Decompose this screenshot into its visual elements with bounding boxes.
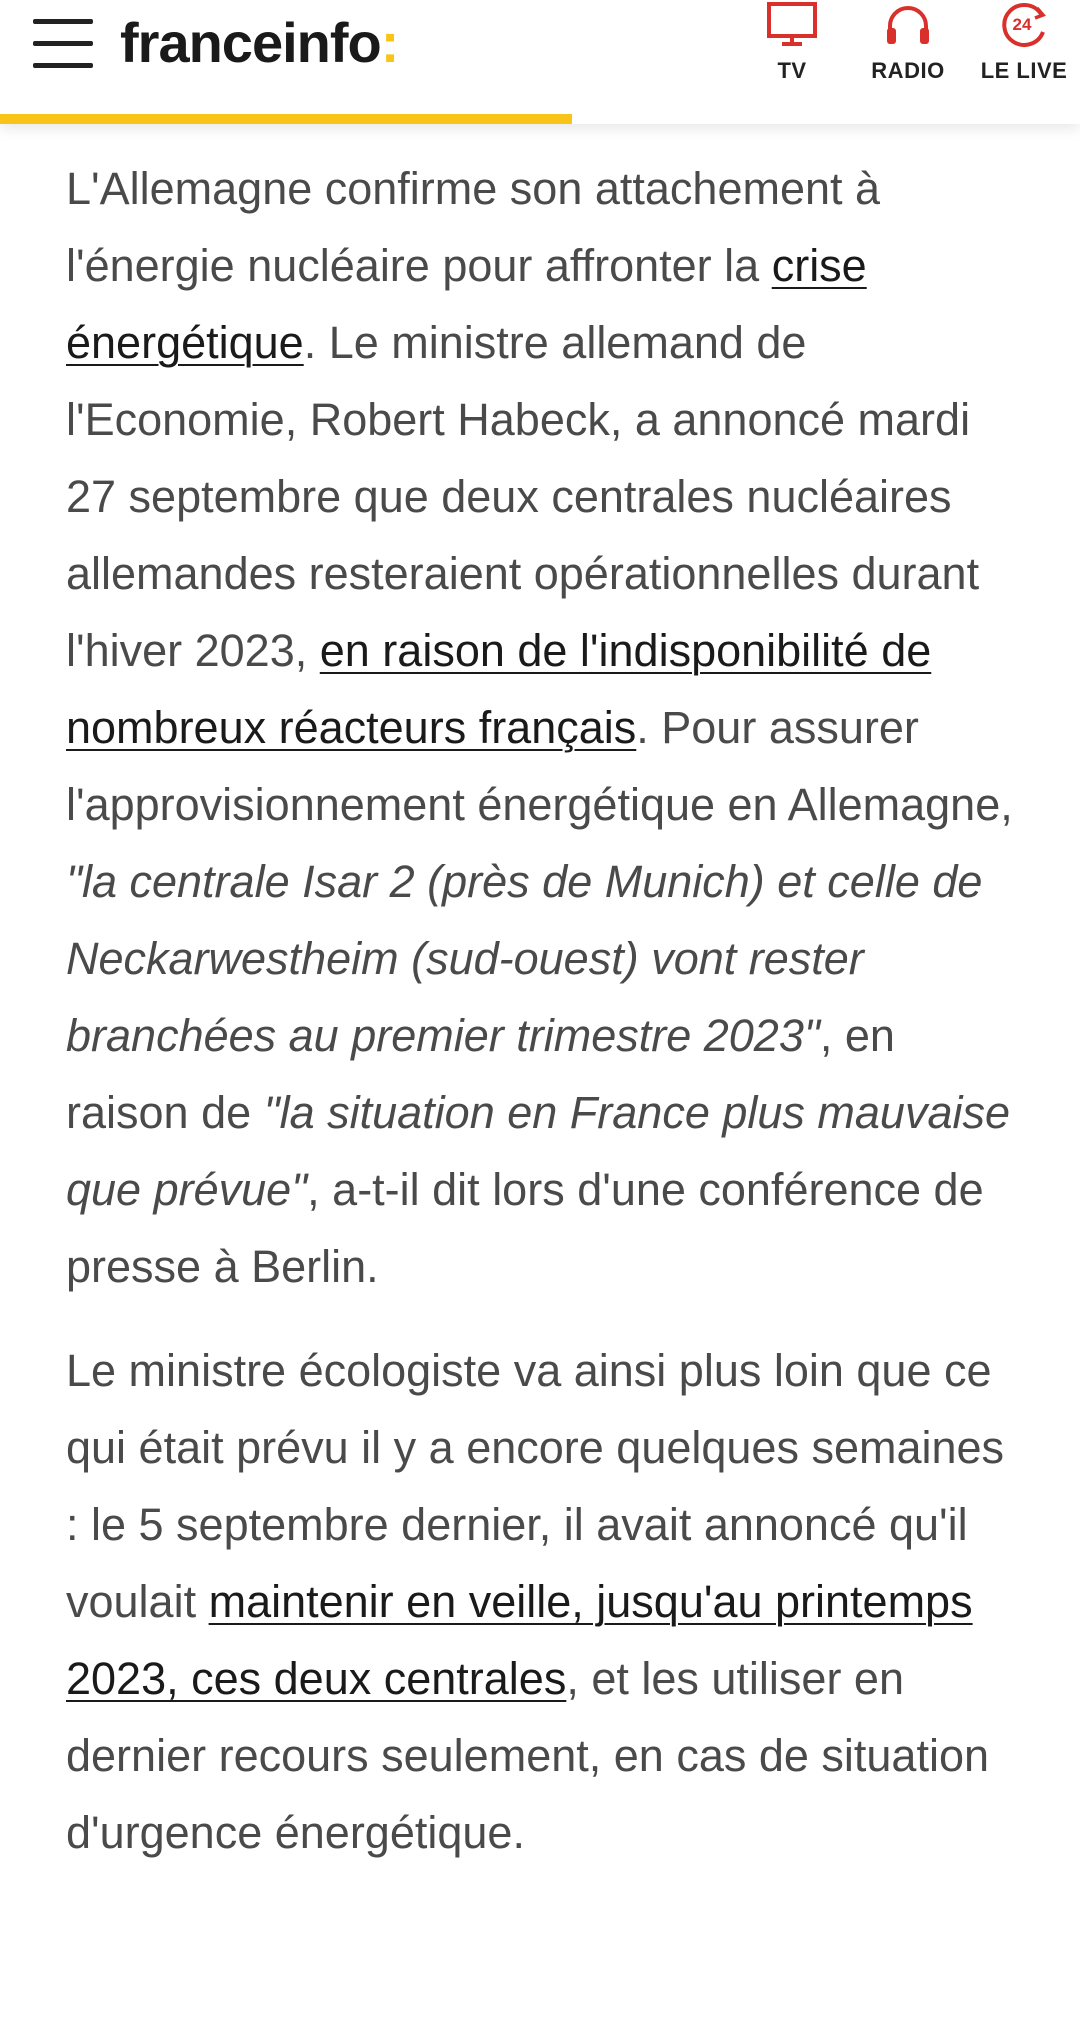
tv-icon: [766, 0, 818, 50]
nav-radio-label: RADIO: [871, 58, 945, 83]
p2-text-1: Le ministre écologiste va ainsi plus loin que ce qui était prévu il y a encore quelques semaines : le 5 septembre dernier, il avait annoncé qu'il voulait: [66, 1345, 1005, 1627]
headphones-icon: [882, 0, 934, 50]
p1-quote-1: "la centrale Isar 2 (près de Munich) et celle de Neckarwestheim (sud-ouest) vont rester branchées au premier trimestre 2023": [66, 856, 983, 1061]
hamburger-menu-icon[interactable]: [33, 17, 93, 71]
franceinfo-logo[interactable]: [120, 10, 398, 75]
nav-live-button[interactable]: [972, 0, 1076, 96]
link-crise-energetique[interactable]: crise énergétique: [66, 240, 867, 368]
nav-tv-button[interactable]: [750, 0, 834, 96]
nav-live-label: LE LIVE: [980, 58, 1068, 83]
live-badge-text: 24: [1012, 15, 1032, 34]
article-paragraph-1: [66, 150, 1026, 1305]
p1-text-2: . Le ministre allemand de l'Economie, Robert Habeck, a annoncé mardi 27 septembre que deux centrales nucléaires allemandes resteraient opérationnelles durant l'hiver 2023,: [66, 317, 980, 676]
logo-colon: :: [380, 11, 399, 74]
p1-text-1: L'Allemagne confirme son attachement à l'énergie nucléaire pour affronter la: [66, 163, 881, 291]
nav-tv-label: TV: [777, 58, 807, 83]
article-paragraph-2: [66, 1332, 1026, 1871]
p1-text-3: . Pour assurer l'approvisionnement énergétique en Allemagne,: [66, 702, 1013, 830]
logo-text: franceinfo: [120, 11, 381, 74]
reading-progress-fill: [0, 114, 572, 124]
p1-text-5: , a-t-il dit lors d'une conférence de presse à Berlin.: [66, 1164, 984, 1292]
link-reacteurs-francais[interactable]: en raison de l'indisponibilité de nombreux réacteurs français: [66, 625, 932, 753]
p1-text-4: , en raison de: [66, 1010, 895, 1138]
live-24-icon: [997, 0, 1051, 50]
link-maintenir-en-veille[interactable]: maintenir en veille, jusqu'au printemps 2023, ces deux centrales: [66, 1576, 973, 1704]
top-header: [0, 0, 1080, 124]
p2-text-2: , et les utiliser en dernier recours seulement, en cas de situation d'urgence énergétique.: [66, 1653, 990, 1858]
nav-radio-button[interactable]: [860, 0, 956, 96]
reading-progress-bar: [0, 114, 1080, 124]
p1-quote-2: "la situation en France plus mauvaise que prévue": [66, 1087, 1010, 1215]
article-body: [66, 150, 1026, 1871]
